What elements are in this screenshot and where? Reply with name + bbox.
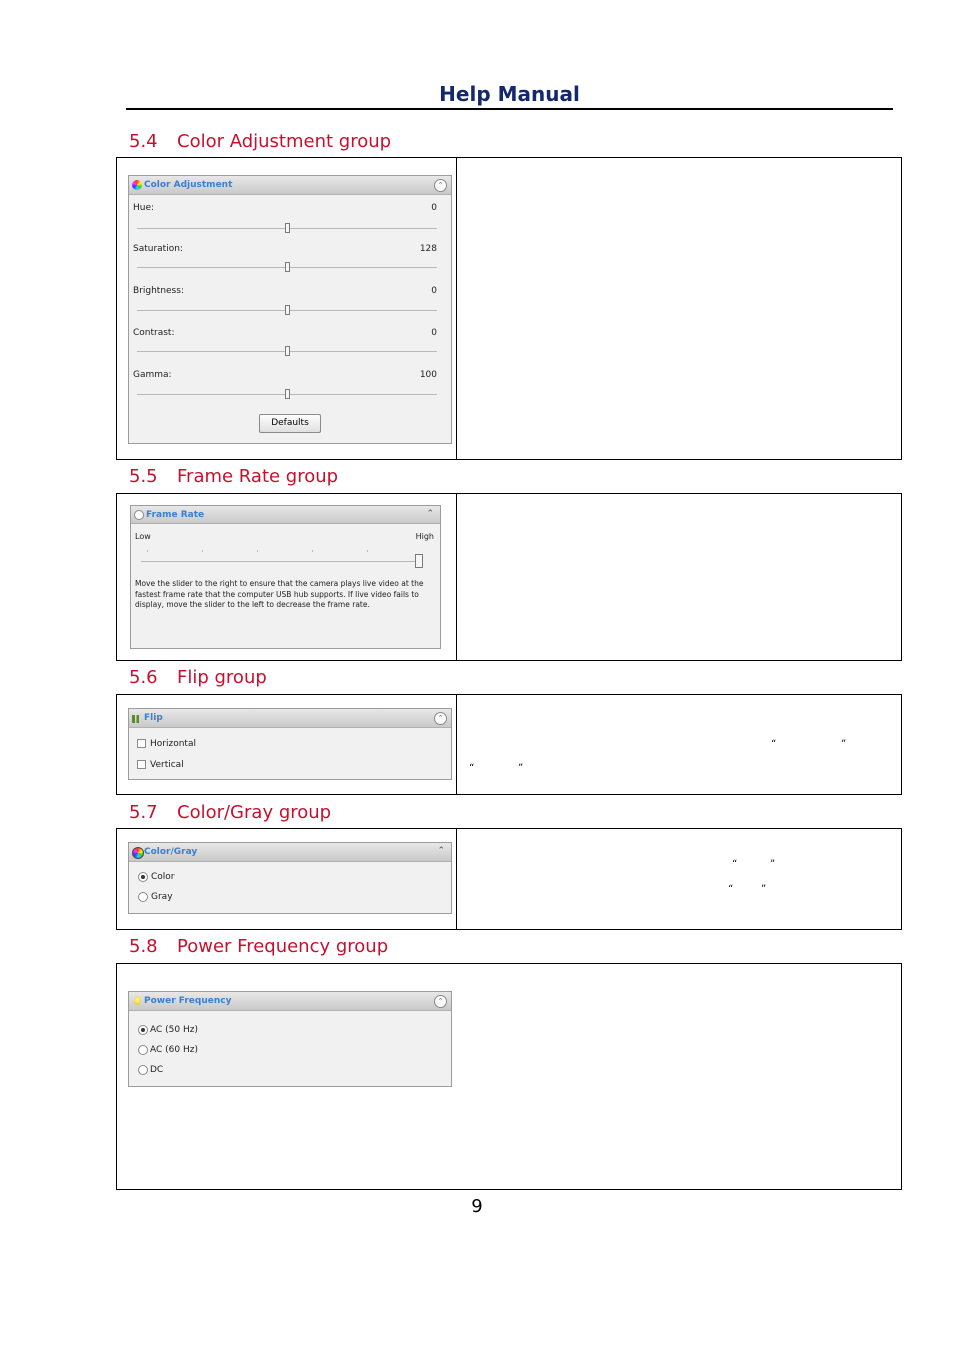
section-number: 5.6 <box>129 667 158 688</box>
section-number: 5.7 <box>129 802 158 823</box>
hue-label: Hue: <box>133 203 155 213</box>
contrast-slider-thumb[interactable] <box>285 346 290 356</box>
high-label: High <box>415 532 434 541</box>
gamma-label: Gamma: <box>133 370 172 380</box>
section-title: Flip group <box>177 667 267 688</box>
saturation-value: 128 <box>419 244 437 254</box>
panel-title: Frame Rate <box>146 510 205 520</box>
slider-tick <box>367 550 368 552</box>
panel-title: Color/Gray <box>144 847 198 857</box>
title-rule <box>126 108 893 110</box>
vertical-label: Vertical <box>150 760 184 770</box>
open-quote: “ <box>771 739 777 750</box>
open-quote: “ <box>469 763 475 774</box>
frame-rate-icon <box>134 510 144 520</box>
power-frequency-panel <box>128 991 452 1087</box>
section-number: 5.8 <box>129 936 158 957</box>
section-title: Power Frequency group <box>177 936 389 957</box>
section-title: Color/Gray group <box>177 802 332 823</box>
table-divider <box>456 828 457 930</box>
section-heading-5-6 <box>129 667 267 688</box>
flip-icon <box>132 715 142 723</box>
close-quote: ” <box>770 859 776 870</box>
slider-tick <box>257 550 258 552</box>
brightness-label: Brightness: <box>133 286 184 296</box>
flip-panel <box>128 708 452 780</box>
open-quote: “ <box>732 859 738 870</box>
ac-60hz-label: AC (60 Hz) <box>150 1045 198 1055</box>
lightbulb-icon <box>134 996 141 1005</box>
brightness-slider-thumb[interactable] <box>285 305 290 315</box>
section-heading-5-8 <box>129 936 388 957</box>
ac-50hz-radio[interactable] <box>138 1025 148 1035</box>
section-heading-5-5 <box>129 466 338 487</box>
panel-header <box>129 843 451 862</box>
contrast-label: Contrast: <box>133 328 175 338</box>
table-divider <box>456 157 457 460</box>
dc-label: DC <box>150 1065 164 1075</box>
hue-slider-thumb[interactable] <box>285 223 290 233</box>
ac-50hz-label: AC (50 Hz) <box>150 1025 198 1035</box>
horizontal-checkbox[interactable] <box>137 739 146 748</box>
frame-rate-slider-thumb[interactable] <box>415 554 423 568</box>
gray-label: Gray <box>151 892 173 902</box>
frame-rate-panel <box>130 505 441 649</box>
collapse-icon[interactable]: ⌃ <box>426 509 434 519</box>
panel-header <box>129 992 451 1011</box>
panel-title: Flip <box>144 713 163 723</box>
saturation-label: Saturation: <box>133 244 183 254</box>
panel-header <box>129 176 451 195</box>
close-quote: ” <box>761 884 767 895</box>
collapse-icon[interactable]: ⌃ <box>434 712 447 725</box>
section-heading-5-4 <box>129 131 391 152</box>
color-label: Color <box>151 872 175 882</box>
page-number: 9 <box>471 1196 483 1217</box>
saturation-slider-thumb[interactable] <box>285 262 290 272</box>
collapse-icon[interactable]: ⌃ <box>434 995 447 1008</box>
section-number: 5.4 <box>129 131 158 152</box>
color-adjustment-panel <box>128 175 452 444</box>
hue-value: 0 <box>431 203 437 213</box>
open-quote: “ <box>728 884 734 895</box>
slider-tick <box>147 550 148 552</box>
panel-title: Power Frequency <box>144 996 232 1006</box>
document-title: Help Manual <box>439 82 580 106</box>
close-quote: ” <box>518 763 524 774</box>
vertical-checkbox[interactable] <box>137 760 146 769</box>
color-gray-panel <box>128 842 452 914</box>
color-wheel-icon <box>132 180 142 190</box>
panel-title: Color Adjustment <box>144 180 233 190</box>
brightness-value: 0 <box>431 286 437 296</box>
horizontal-label: Horizontal <box>150 739 196 749</box>
section-number: 5.5 <box>129 466 158 487</box>
gamma-value: 100 <box>419 370 437 380</box>
low-label: Low <box>135 532 151 541</box>
color-gray-icon <box>132 847 144 859</box>
panel-header <box>129 709 451 728</box>
table-divider <box>456 694 457 795</box>
dc-radio[interactable] <box>138 1065 148 1075</box>
frame-rate-description: Move the slider to the right to ensure that the camera plays live video at the fastest frame rate that the computer USB hub supports. If live video fails to display, move the slider to the left to decrease the frame rate. <box>135 579 424 609</box>
defaults-button[interactable]: Defaults <box>259 414 321 433</box>
section-title: Color Adjustment group <box>177 131 392 152</box>
contrast-value: 0 <box>431 328 437 338</box>
section-heading-5-7 <box>129 802 331 823</box>
slider-tick <box>312 550 313 552</box>
gray-radio[interactable] <box>138 892 148 902</box>
collapse-icon[interactable]: ⌃ <box>437 846 445 856</box>
gamma-slider-thumb[interactable] <box>285 389 290 399</box>
ac-60hz-radio[interactable] <box>138 1045 148 1055</box>
slider-tick <box>202 550 203 552</box>
close-quote: ” <box>841 739 847 750</box>
table-divider <box>456 493 457 661</box>
panel-header <box>131 506 440 524</box>
frame-rate-slider-track[interactable] <box>141 561 423 562</box>
collapse-icon[interactable]: ⌃ <box>434 179 447 192</box>
color-radio[interactable] <box>138 872 148 882</box>
section-title: Frame Rate group <box>177 466 339 487</box>
